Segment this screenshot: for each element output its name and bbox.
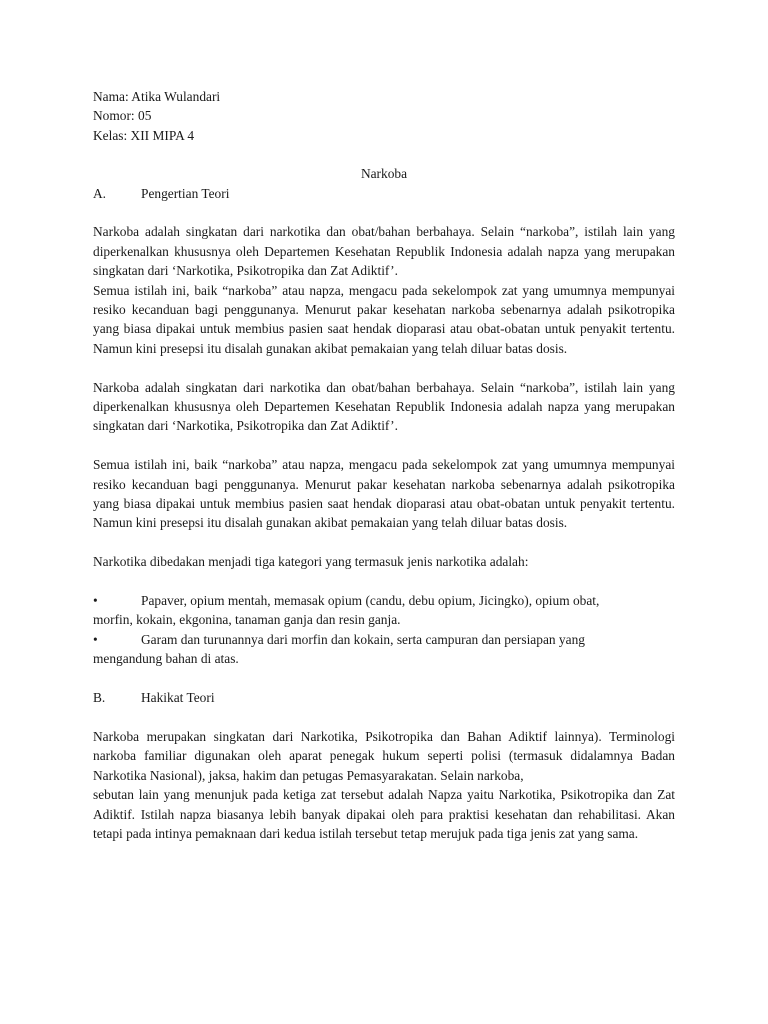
- student-class: Kelas: XII MIPA 4: [93, 127, 195, 143]
- document-title: Narkoba: [360, 166, 408, 182]
- bullet-2-marker: •: [93, 631, 98, 647]
- student-number: Nomor: 05: [93, 108, 152, 124]
- paragraph-a1: Narkoba adalah singkatan dari narkotika dan obat/bahan berbahaya. Selain “narkoba”, istilah lain yang diperkenalkan khususnya oleh Departemen Kesehatan Republik Indonesia adalah napza yang merupakan singkatan dari ‘Narkotika, Psikotropika dan Zat Adiktif’.: [93, 224, 675, 279]
- paragraph-a4: Semua istilah ini, baik “narkoba” atau napza, mengacu pada sekelompok zat yang umumnya mempunyai resiko kecanduan bagi penggunanya. Menurut pakar kesehatan narkoba sebenarnya adalah psikotropika yang biasa dipakai untuk membius pasien saat hendak dioparasi atau obat-obatan untuk penyakit tertentu. Namun kini presepsi itu disalah gunakan akibat pemakaian yang telah diluar batas dosis.: [93, 457, 675, 531]
- bullet-item-2: [93, 630, 675, 669]
- bullet-2-continuation: mengandung bahan di atas.: [93, 651, 239, 667]
- bullet-item-1: [93, 591, 675, 630]
- paragraph-a3: Narkoba adalah singkatan dari narkotika dan obat/bahan berbahaya. Selain “narkoba”, istilah lain yang diperkenalkan khususnya oleh Departemen Kesehatan Republik Indonesia adalah napza yang merupakan singkatan dari ‘Narkotika, Psikotropika dan Zat Adiktif’.: [93, 379, 675, 434]
- bullet-2-first-line: Garam dan turunannya dari morfin dan kokain, serta campuran dan persiapan yang: [141, 631, 585, 647]
- section-a-marker: A.: [93, 185, 107, 201]
- document-page: [93, 87, 675, 843]
- section-a-heading: [93, 184, 675, 203]
- paragraph-a5: Narkotika dibedakan menjadi tiga kategori yang termasuk jenis narkotika adalah:: [93, 554, 529, 570]
- section-a-title: Pengertian Teori: [141, 185, 230, 201]
- bullet-1-first-line: Papaver, opium mentah, memasak opium (candu, debu opium, Jicingko), opium obat,: [141, 593, 600, 609]
- student-name: Nama: Atika Wulandari: [93, 89, 221, 104]
- paragraph-b1: Narkoba merupakan singkatan dari Narkotika, Psikotropika dan Bahan Adiktif lainnya). Terminologi narkoba familiar digunakan oleh aparat penegak hukum seperti polisi (termasuk didalamnya Badan Narkotika Nasional), jaksa, hakim dan petugas Pemasyarakatan. Selain narkoba,: [93, 728, 675, 783]
- paragraph-a2: Semua istilah ini, baik “narkoba” atau napza, mengacu pada sekelompok zat yang umumnya mempunyai resiko kecanduan bagi penggunanya. Menurut pakar kesehatan narkoba sebenarnya adalah psikotropika yang biasa dipakai untuk membius pasien saat hendak dioparasi atau obat-obatan untuk penyakit tertentu. Namun kini presepsi itu disalah gunakan akibat pemakaian yang telah diluar batas dosis.: [93, 282, 675, 356]
- section-b-marker: B.: [93, 690, 106, 706]
- bullet-1-marker: •: [93, 593, 98, 609]
- section-b-title: Hakikat Teori: [141, 690, 215, 706]
- bullet-1-continuation: morfin, kokain, ekgonina, tanaman ganja dan resin ganja.: [93, 612, 401, 628]
- paragraph-b2: sebutan lain yang menunjuk pada ketiga zat tersebut adalah Napza yaitu Narkotika, Psikotropika dan Zat Adiktif. Istilah napza biasanya lebih banyak dipakai oleh para praktisi kesehatan dan rehabilitasi. Akan tetapi pada intinya pemaknaan dari kedua istilah tersebut tetap merujuk pada tiga jenis zat yang sama.: [93, 787, 675, 841]
- section-b-heading: [93, 688, 675, 707]
